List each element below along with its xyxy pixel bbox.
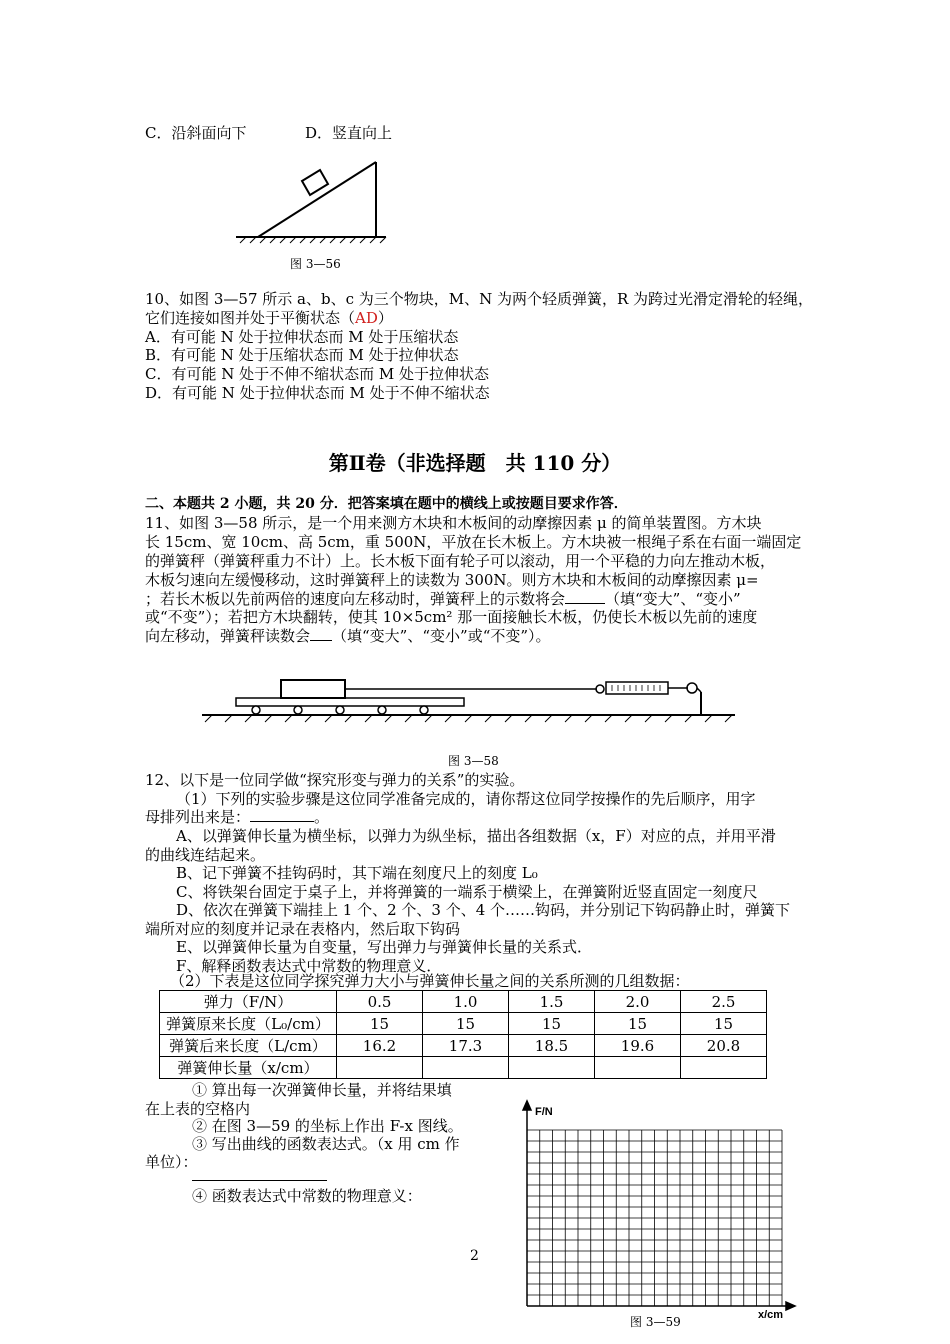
q10-stem-line2 — [145, 309, 393, 328]
q12-part1-end: 。 — [314, 808, 330, 826]
q10-stem-line1: 10、如图 3—57 所示 a、b、c 为三个物块，M、N 为两个轻质弹簧，R 为跨过光滑定滑轮的轻绳， — [145, 290, 814, 308]
graph-grid — [527, 1130, 782, 1306]
q10-option-a: A．有可能 N 处于拉伸状态而 M 处于压缩状态 — [145, 328, 459, 346]
q11-line7-end: （填“变大”、“变小”或“不变”）。 — [332, 627, 551, 645]
table-cell-empty[interactable] — [337, 1057, 423, 1079]
q12-task-1-cont: 在上表的空格内 — [145, 1100, 251, 1118]
table-row — [160, 1057, 767, 1079]
incline-diagram — [236, 162, 386, 243]
q12-step-a: A、以弹簧伸长量为横坐标，以弹力为纵坐标，描出各组数据（x，F）对应的点，并用平滑 — [176, 827, 776, 845]
q12-task-3-cont: 单位）： — [145, 1153, 198, 1171]
table-cell: 17.3 — [423, 1035, 509, 1057]
table-row — [160, 1035, 767, 1057]
q12-intro: 12、以下是一位同学做“探究形变与弹力的关系”的实验。 — [145, 771, 525, 789]
q11-line7 — [145, 627, 551, 646]
fig-3-56-caption: 图 3—56 — [290, 257, 341, 271]
table-cell-empty[interactable] — [681, 1057, 767, 1079]
table-row — [160, 1013, 767, 1035]
q12-step-a-cont: 的曲线连结起来。 — [145, 846, 266, 864]
q11-line5-end: （填“变大”、“变小” — [605, 590, 741, 608]
q11-line2: 长 15cm、宽 10cm、高 5cm，重 500N，平放在长木板上。方木块被一根绳子系在右面一端固定 — [145, 533, 802, 551]
q12-task-1: ① 算出每一次弹簧伸长量，并将结果填 — [192, 1081, 452, 1099]
q9-option-d: D．竖直向上 — [305, 124, 393, 142]
q11-line5-text: ；若长木板以先前两倍的速度向左移动时，弹簧秤上的示数将会 — [145, 590, 566, 608]
q9-option-c: C．沿斜面向下 — [145, 124, 247, 142]
table-cell: 15 — [337, 1013, 423, 1035]
table-cell: 2.5 — [681, 991, 767, 1013]
graph-x-label: x/cm — [758, 1309, 784, 1321]
page-number: 2 — [470, 1248, 479, 1264]
table-cell: 1.0 — [423, 991, 509, 1013]
table-cell: 20.8 — [681, 1035, 767, 1057]
q11-blank-1[interactable] — [565, 603, 605, 604]
q12-step-e: E、以弹簧伸长量为自变量，写出弹力与弹簧伸长量的关系式． — [176, 938, 592, 956]
q12-task-3-blank[interactable] — [192, 1180, 327, 1181]
section-title: 第Ⅱ卷（非选择题 共 110 分） — [328, 451, 622, 475]
q10-option-c: C．有可能 N 处于不伸不缩状态而 M 处于拉伸状态 — [145, 365, 490, 383]
q12-part1-text: 母排列出来是： — [145, 808, 251, 826]
q10-stem-end: ） — [377, 309, 393, 327]
table-cell: 15 — [681, 1013, 767, 1035]
q11-line6: 或“不变”）；若把方木块翻转，使其 10×5cm² 那一面接触长木板，仍使长木板以先前的速度 — [145, 608, 758, 626]
table-cell: 16.2 — [337, 1035, 423, 1057]
q10-option-b: B．有可能 N 处于压缩状态而 M 处于拉伸状态 — [145, 346, 459, 364]
q12-task-4: ④ 函数表达式中常数的物理意义： — [192, 1187, 422, 1205]
q11-line5 — [145, 590, 741, 609]
q10-answer: AD — [355, 309, 378, 327]
row-label: 弹簧伸长量（x/cm） — [160, 1057, 337, 1079]
table-cell: 19.6 — [595, 1035, 681, 1057]
graph-y-label: F/N — [535, 1106, 553, 1118]
fig-3-58-caption: 图 3—58 — [448, 754, 499, 768]
q12-step-b: B、记下弹簧不挂钩码时，其下端在刻度尺上的刻度 L₀ — [176, 864, 538, 882]
table-cell-empty[interactable] — [509, 1057, 595, 1079]
q12-step-c: C、将铁架台固定于桌子上，并将弹簧的一端系于横梁上，在弹簧附近竖直固定一刻度尺 — [176, 883, 758, 901]
q11-line1: 11、如图 3—58 所示，是一个用来测方木块和木板间的动摩擦因素 μ 的简单装置图。方木块 — [145, 514, 762, 532]
row-label: 弹簧原来长度（L₀/cm） — [160, 1013, 337, 1035]
table-cell: 15 — [509, 1013, 595, 1035]
q12-part2: （2）下表是这位同学探究弹力大小与弹簧伸长量之间的关系所测的几组数据： — [170, 972, 690, 990]
q12-step-d-cont: 端所对应的刻度并记录在表格内，然后取下钩码 — [145, 920, 461, 938]
table-cell: 2.0 — [595, 991, 681, 1013]
q12-step-d: D、依次在弹簧下端挂上 1 个、2 个、3 个、4 个……钩码，并分别记下钩码静止时，弹簧下 — [176, 901, 791, 919]
x-arrow-icon — [786, 1302, 795, 1310]
row-label: 弹簧后来长度（L/cm） — [160, 1035, 337, 1057]
fig-3-59-caption: 图 3—59 — [630, 1315, 681, 1329]
q12-data-table — [159, 990, 767, 1079]
table-cell: 1.5 — [509, 991, 595, 1013]
q11-blank-2[interactable] — [310, 640, 332, 641]
q12-part1-line2 — [145, 808, 329, 827]
table-cell: 18.5 — [509, 1035, 595, 1057]
table-cell-empty[interactable] — [423, 1057, 509, 1079]
q10-option-d: D．有可能 N 处于拉伸状态而 M 处于不伸不缩状态 — [145, 384, 490, 402]
q11-line4: 木板匀速向左缓慢移动，这时弹簧秤上的读数为 300N。则方木块和木板间的动摩擦因素 μ= — [145, 571, 759, 589]
q12-task-3: ③ 写出曲线的函数表达式。（x 用 cm 作 — [192, 1135, 460, 1153]
table-row — [160, 991, 767, 1013]
table-cell: 15 — [595, 1013, 681, 1035]
y-arrow-icon — [523, 1101, 531, 1110]
graph-axes — [523, 1101, 795, 1310]
table-cell-empty[interactable] — [595, 1057, 681, 1079]
section2-heading: 二、本题共 2 小题，共 20 分．把答案填在题中的横线上或按题目要求作答． — [145, 496, 628, 512]
table-cell: 15 — [423, 1013, 509, 1035]
q11-line7-text: 向左移动，弹簧秤读数会 — [145, 627, 311, 645]
row-label: 弹力（F/N） — [160, 991, 337, 1013]
q12-task-2: ② 在图 3—59 的坐标上作出 F-x 图线。 — [192, 1117, 463, 1135]
q12-step-f: F、解释函数表达式中常数的物理意义． — [176, 957, 442, 975]
q11-line3: 的弹簧秤（弹簧秤重力不计）上。长木板下面有轮子可以滚动，用一个平稳的力向左推动木板， — [145, 552, 776, 570]
q12-order-blank[interactable] — [250, 821, 314, 822]
q10-stem-text: 它们连接如图并处于平衡状态（ — [145, 309, 356, 327]
q12-part1-line1: （1）下列的实验步骤是这位同学准备完成的，请你帮这位同学按操作的先后顺序，用字 — [176, 790, 756, 808]
table-cell: 0.5 — [337, 991, 423, 1013]
